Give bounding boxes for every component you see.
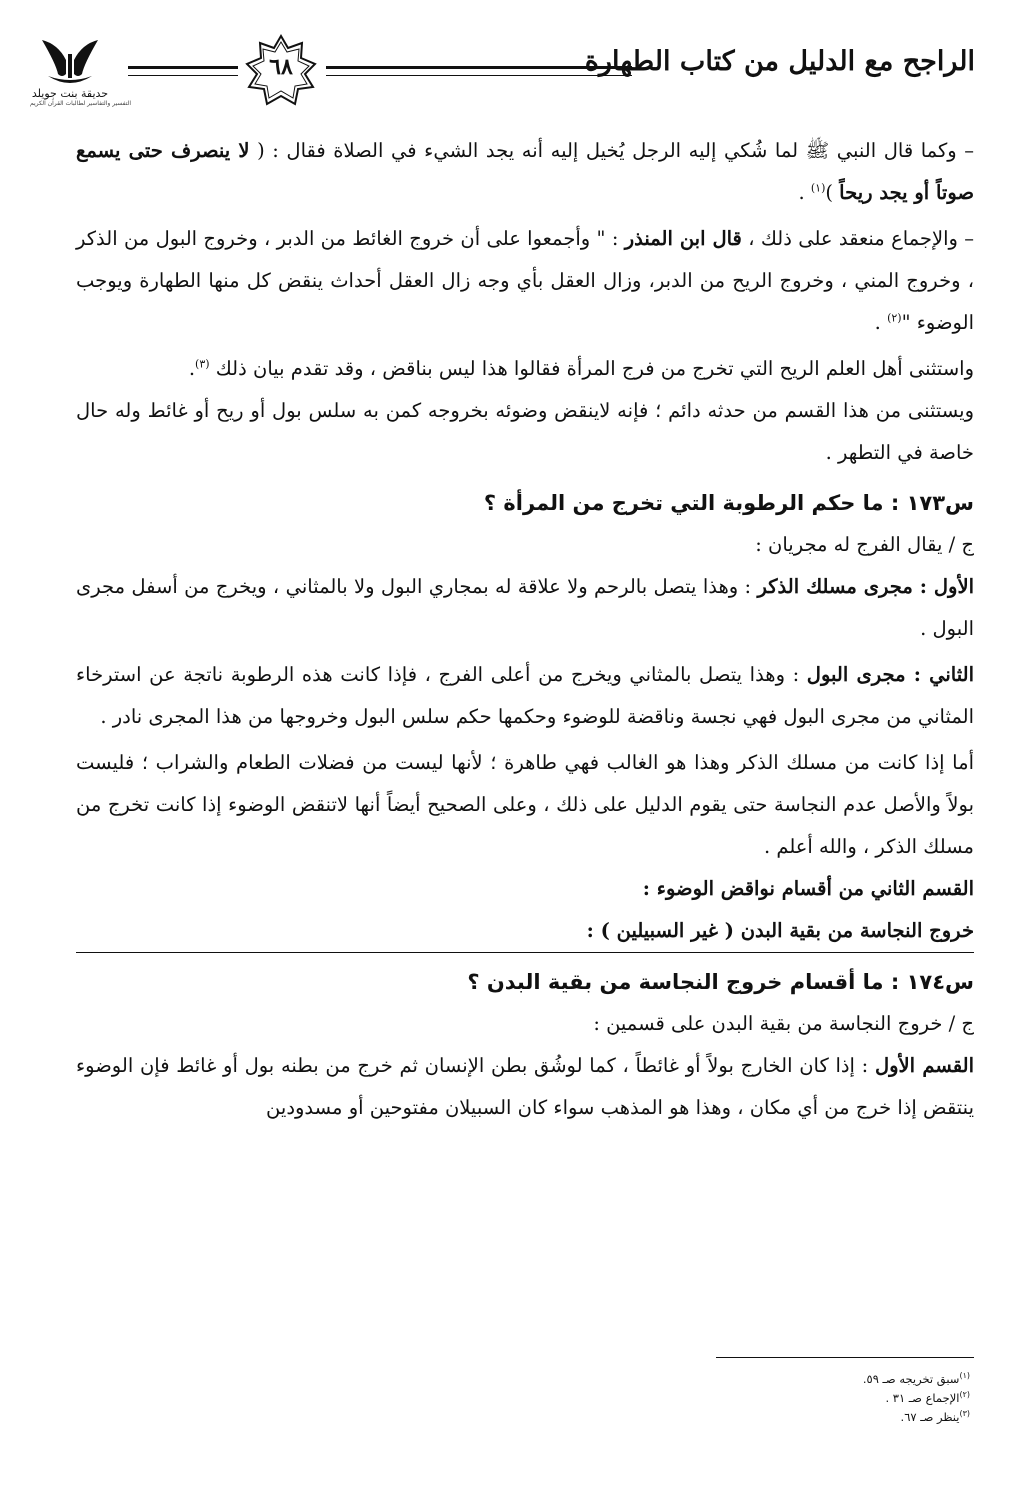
footnote-ref: (٣) (195, 357, 210, 371)
text-span: : وهذا يتصل بالرحم ولا علاقة له بمجاري البول ولا بالمثاني ، ويخرج من أسفل مجرى البول . (76, 575, 974, 640)
footnote-item (730, 1406, 970, 1425)
logo-emblem-icon (38, 34, 102, 88)
logo-subtitle: التفسير والتفاسير لطالبات القرآن الكريم (30, 100, 132, 107)
publisher-logo (30, 34, 132, 118)
paragraph-second-channel (76, 654, 974, 738)
scholar-name: قال ابن المنذر (624, 227, 742, 250)
footnotes (730, 1368, 970, 1424)
section-subheading (76, 910, 974, 953)
text-span: – وكما قال النبي ﷺ لما شُكي إليه الرجل يُخيل إليه أنه يجد الشيء في الصلاة فقال : ( (249, 139, 974, 162)
text-span: : إذا كان الخارج بولاً أو غائطاً ، كما لوشُق بطن الإنسان ثم خرج من بطنه بول أو غائط فإن الوضوء ينتقض إذا خرج من أي مكان ، وهذا هو المذهب سواء كان السبيلان مفتوحين أو مسدودين (76, 1054, 974, 1119)
paragraph-hadith (76, 130, 974, 214)
header-rule-left (128, 66, 238, 76)
question-173: س١٧٣ : ما حكم الرطوبة التي تخرج من المرأة ؟ (483, 491, 974, 515)
footnote-ref: (١) (810, 181, 826, 195)
item-label: القسم الأول (874, 1054, 974, 1077)
page-number: ٦٨ (269, 54, 293, 80)
footnote-text: سبق تخريجه صـ ٥٩. (862, 1371, 960, 1386)
paragraph-ruling: أما إذا كانت من مسلك الذكر وهذا هو الغالب فهي طاهرة ؛ لأنها ليست من فضلات الطعام والشراب ؛ فليست بولاً والأصل عدم النجاسة حتى يقوم الدليل على ذلك ، وعلى الصحيح أيضاً أنها لاتنقض الوضوء إذا كانت تخرج من مسلك الذكر ، والله أعلم . (76, 751, 974, 858)
text-span: واستثنى أهل العلم الريح التي تخرج من فرج المرأة فقالوا هذا ليس بناقض ، وقد تقدم بيان ذلك (209, 357, 974, 380)
answer-173: ج / يقال الفرج له مجريان : (755, 533, 974, 556)
item-label: الثاني : مجرى البول (806, 663, 974, 686)
footnote-item (730, 1387, 970, 1406)
text-span: . (874, 311, 888, 334)
text-span: . (188, 357, 196, 380)
logo-name: حديقة بنت جويلد (31, 87, 109, 100)
footnote-mark: (٣) (959, 1408, 970, 1418)
text-span: : وهذا يتصل بالمثاني ويخرج من أعلى الفرج ، فإذا كانت هذه الرطوبة ناتجة عن استرخاء المثاني من مجرى البول فهي نجسة وناقضة للوضوء وحكمها حكم سلس البول وخروجها من هذا المجرى نادر . (76, 663, 974, 728)
section-heading: القسم الثاني من أقسام نواقض الوضوء : (642, 877, 974, 900)
page-header (30, 28, 975, 118)
text-span: : " وأجمعوا على أن خروج الغائط من الدبر ، وخروج البول من الذكر ، وخروج المني ، وخروج الريح من الدبر، وزال العقل بأي وجه زال العقل أحداث ينقض كل منها الطهارة ويوجب الوضوء " (76, 227, 974, 334)
footnote-item (730, 1368, 970, 1387)
footnote-mark: (٢) (959, 1389, 970, 1399)
paragraph-exception (76, 348, 974, 390)
paragraph-first-channel (76, 566, 974, 650)
page-body (76, 130, 974, 1129)
footnote-text: ينظر صـ ٦٧. (900, 1409, 960, 1424)
footnote-text: الإجماع صـ ٣١ . (885, 1390, 960, 1405)
hadith-quote: لا ينصرف حتى يسمع صوتاً أو يجد ريحاً (76, 139, 974, 204)
paragraph-chronic: ويستثنى من هذا القسم من حدثه دائم ؛ فإنه لاينقض وضوئه بخروجه كمن به سلس بول أو ريح أو غائط وله حال خاصة في التطهر . (76, 399, 974, 464)
footnote-ref: (٢) (887, 311, 902, 325)
paragraph-part-one (76, 1045, 974, 1129)
paragraph-ijma (76, 218, 974, 344)
section-subheading-text: خروج النجاسة من بقية البدن ( غير السبيلين ) : (76, 910, 974, 953)
answer-174: ج / خروج النجاسة من بقية البدن على قسمين : (593, 1012, 974, 1035)
page-number-badge (244, 34, 318, 108)
text-span: – والإجماع منعقد على ذلك ، (741, 227, 975, 250)
footnote-divider (716, 1357, 974, 1358)
text-span: ) (825, 181, 840, 204)
question-174: س١٧٤ : ما أقسام خروج النجاسة من بقية البدن ؟ (467, 970, 974, 994)
text-span: . (798, 181, 811, 204)
book-title: الراجح مع الدليل من كتاب الطهارة (584, 46, 975, 77)
footnote-mark: (١) (959, 1371, 970, 1380)
item-label: الأول : مجرى مسلك الذكر (757, 575, 975, 598)
